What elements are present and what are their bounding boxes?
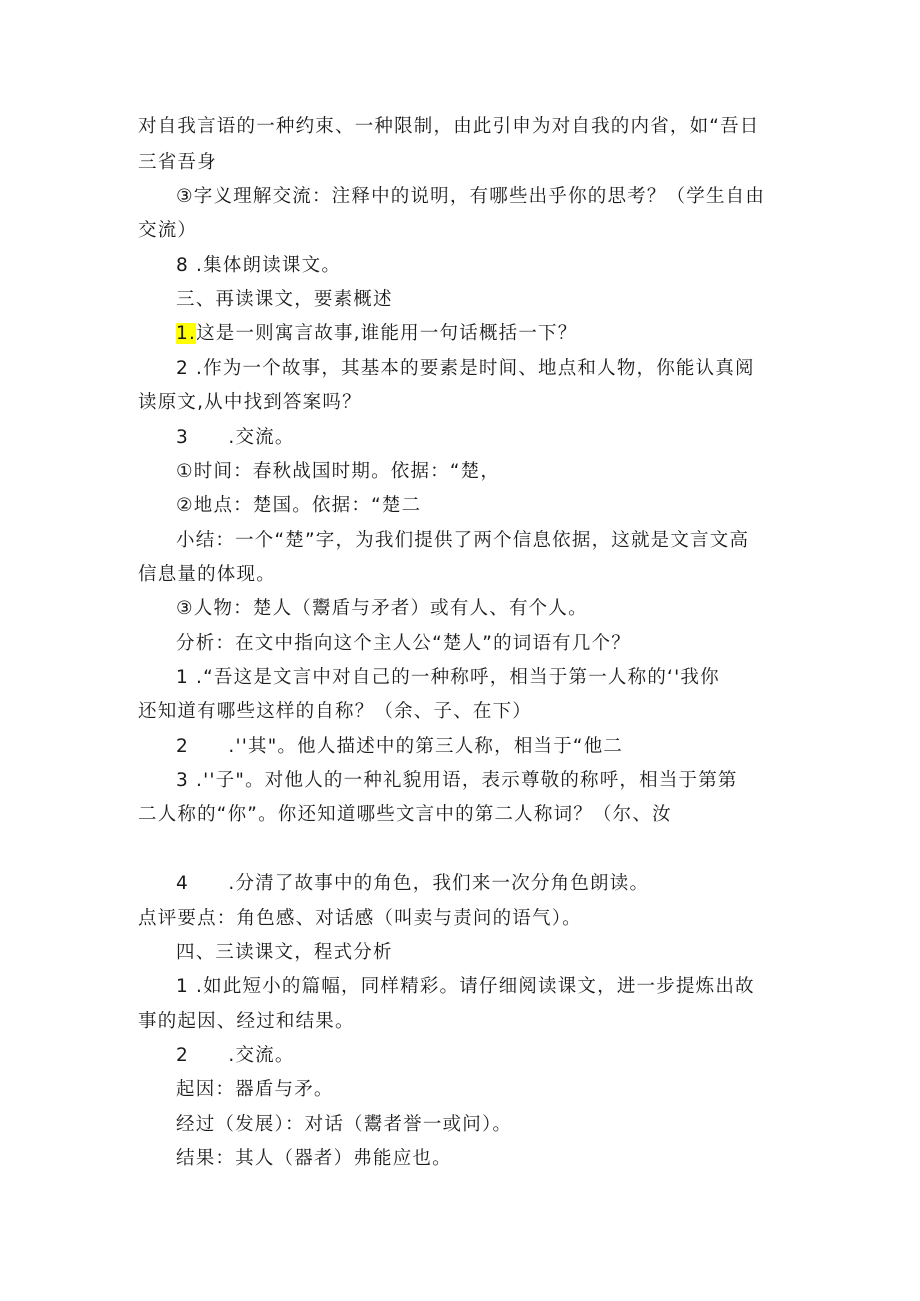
text-line: 小结：一个“楚”字，为我们提供了两个信息依据，这就是文言文高 [176,530,750,551]
text-line: ②地点：楚国。依据：“楚二 [176,495,422,516]
text-line [176,322,836,346]
highlighted-number: 1. [176,323,197,344]
section-heading: 四、三读课文，程式分析 [176,942,393,963]
text-line: 读原文,从中找到答案吗？ [138,392,362,413]
text-line: ③人物：楚人（鬻盾与矛者）或有人、有个人。 [176,598,588,619]
text-line: 2 .''其"。他人描述中的第三人称，相当于“他二 [176,736,624,757]
text-line-content: 这是一则寓言故事,谁能用一句话概括一下？ [196,323,578,344]
section-heading: 三、再读课文，要素概述 [176,289,393,310]
text-line: 对自我言语的一种约束、一种限制，由此引申为对自我的内省，如“吾日 [138,116,760,137]
text-line: 二人称的“你”。你还知道哪些文言中的第二人称词？（尔、汝 [138,804,672,825]
text-line: 8 .集体朗读课文。 [176,255,342,276]
text-line: 起因：器盾与矛。 [176,1079,334,1100]
text-line: 2 .交流。 [176,1045,295,1066]
text-line: 事的起因、经过和结果。 [138,1011,355,1032]
text-line: 3 .交流。 [176,427,295,448]
text-line: 1 .如此短小的篇幅，同样精彩。请仔细阅读课文，进一步提炼出故 [176,976,755,997]
text-line: 还知道有哪些这样的自称？（余、子、在下） [138,701,533,722]
text-line: ①时间：春秋战国时期。依据：“楚， [176,461,501,482]
text-line: 分析：在文中指向这个主人公“楚人”的词语有几个？ [176,633,631,654]
text-line: 3 .''子"。对他人的一种礼貌用语，表示尊敬的称呼，相当于第第 [176,770,738,791]
text-line: 交流） [138,220,198,241]
text-line: 点评要点：角色感、对话感（叫卖与责问的语气）。 [138,908,582,929]
text-line: 1 .“吾这是文言中对自己的一种称呼，相当于第一人称的‘'我你 [176,667,720,688]
text-line: 三省吾身 [138,152,217,173]
text-line: 结果：其人（器者）弗能应也。 [176,1148,452,1169]
text-line: 信息量的体现。 [138,564,276,585]
text-line: 2 .作为一个故事，其基本的要素是时间、地点和人物，你能认真阅 [176,358,755,379]
text-line: 经过（发展）：对话（鬻者誉一或问）。 [176,1114,513,1135]
text-line: 4 .分清了故事中的角色，我们来一次分角色朗读。 [176,873,650,894]
text-line: ③字义理解交流：注释中的说明，有哪些出乎你的思考？（学生自由 [176,186,766,207]
